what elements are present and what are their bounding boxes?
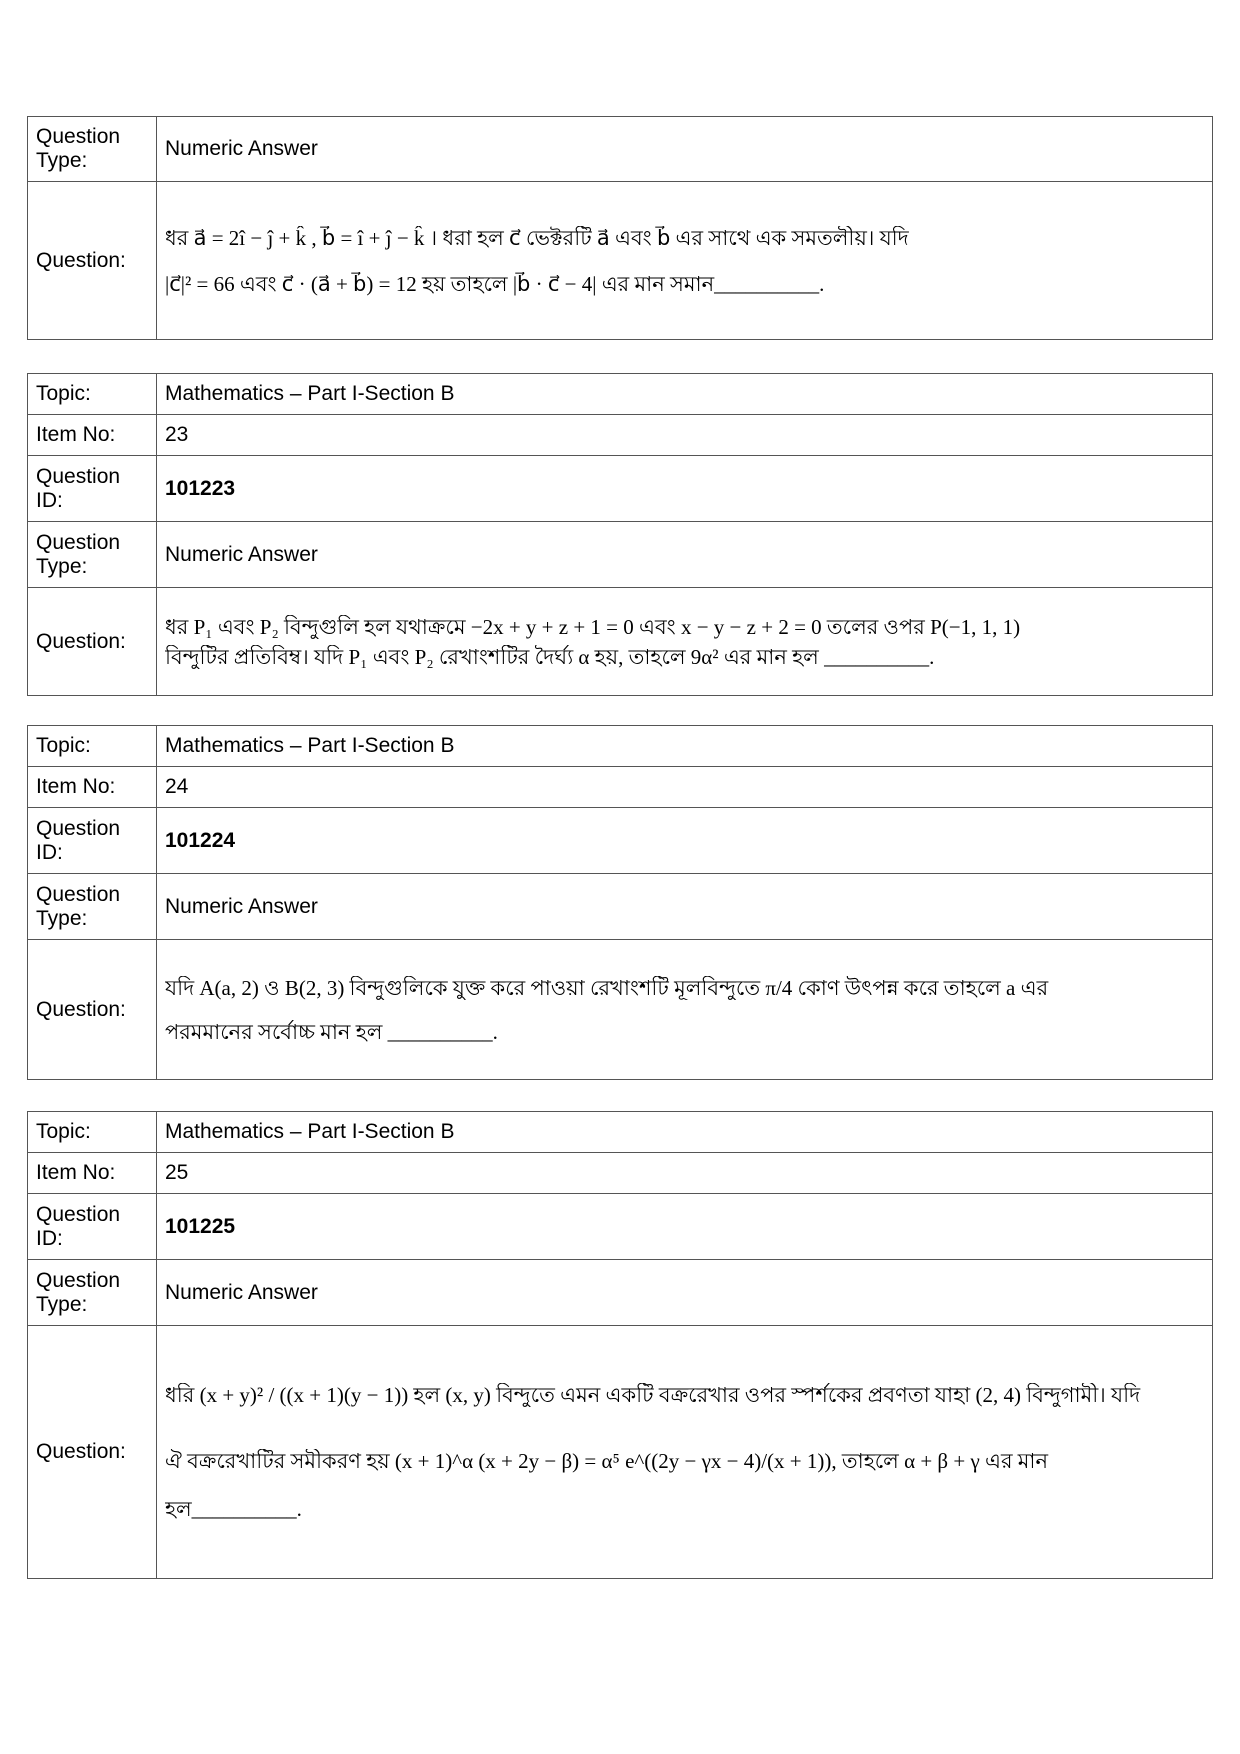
question-id-label: Question ID: xyxy=(28,1194,157,1260)
question-block-22 xyxy=(27,116,1213,340)
question-label: Question: xyxy=(28,182,157,340)
question-line-1: ধর P₁ এবং P₂ বিন্দুগুলি হল যথাক্রমে −2x + y + z + 1 = 0 এবং x − y − z + 2 = 0 তলের ওপর P(−1, 1, 1) xyxy=(165,614,1021,639)
topic-value: Mathematics – Part I-Section B xyxy=(157,374,1213,415)
topic-value: Mathematics – Part I-Section B xyxy=(157,726,1213,767)
question-id-value: 101225 xyxy=(157,1194,1213,1260)
question-line-1: ধরি (x + y)² / ((x + 1)(y − 1)) হল (x, y) বিন্দুতে এমন একটি বক্ররেখার ওপর স্পর্শকের প্রবণতা যাহা (2, 4) বিন্দুগামী। যদি xyxy=(165,1383,1141,1407)
question-type-value: Numeric Answer xyxy=(157,1260,1213,1326)
question-type-value: Numeric Answer xyxy=(157,117,1213,182)
item-no-value: 23 xyxy=(157,415,1213,456)
item-no-value: 24 xyxy=(157,767,1213,808)
topic-label: Topic: xyxy=(28,1112,157,1153)
item-no-label: Item No: xyxy=(28,415,157,456)
question-label: Question: xyxy=(28,588,157,696)
question-block-23 xyxy=(27,373,1213,696)
question-type-value: Numeric Answer xyxy=(157,874,1213,940)
question-line-2: বিন্দুটির প্রতিবিম্ব। যদি P₁ এবং P₂ রেখাংশটির দৈর্ঘ্য α হয়, তাহলে 9α² এর মান হল __________. xyxy=(165,644,935,669)
question-type-value: Numeric Answer xyxy=(157,522,1213,588)
question-block-25 xyxy=(27,1111,1213,1579)
question-id-value: 101223 xyxy=(157,456,1213,522)
question-line-2: |c⃗|² = 66 এবং c⃗ · (a⃗ + b⃗) = 12 হয় তাহলে |b⃗ · c⃗ − 4| এর মান সমান__________. xyxy=(165,271,825,296)
question-text xyxy=(157,1326,1213,1579)
question-text xyxy=(157,588,1213,696)
question-text xyxy=(157,940,1213,1080)
question-block-24 xyxy=(27,725,1213,1080)
question-label: Question: xyxy=(28,1326,157,1579)
question-line-2: পরমমানের সর্বোচ্চ মান হল __________. xyxy=(165,1019,498,1044)
item-no-label: Item No: xyxy=(28,1153,157,1194)
question-type-label: Question Type: xyxy=(28,1260,157,1326)
question-type-label: Question Type: xyxy=(28,522,157,588)
item-no-label: Item No: xyxy=(28,767,157,808)
question-id-label: Question ID: xyxy=(28,456,157,522)
question-line-1: যদি A(a, 2) ও B(2, 3) বিন্দুগুলিকে যুক্ত করে পাওয়া রেখাংশটি মূলবিন্দুতে π/4 কোণ উৎপন্ন করে তাহলে a এর xyxy=(165,975,1049,1000)
question-line-3: হল__________. xyxy=(165,1497,302,1521)
question-id-label: Question ID: xyxy=(28,808,157,874)
question-line-1: ধর a⃗ = 2î − ĵ + k̂ , b⃗ = î + ĵ − k̂ । ধরা হল c⃗ ভেক্টরটি a⃗ এবং b⃗ এর সাথে এক সমতলীয়। যদি xyxy=(165,225,909,250)
question-text xyxy=(157,182,1213,340)
question-type-label: Question Type: xyxy=(28,874,157,940)
topic-label: Topic: xyxy=(28,726,157,767)
question-id-value: 101224 xyxy=(157,808,1213,874)
topic-value: Mathematics – Part I-Section B xyxy=(157,1112,1213,1153)
question-line-2: ঐ বক্ররেখাটির সমীকরণ হয় (x + 1)^α (x + 2y − β) = α⁵ e^((2y − γx − 4)/(x + 1)), তাহলে α + β + γ এর মান xyxy=(165,1449,1049,1473)
item-no-value: 25 xyxy=(157,1153,1213,1194)
question-type-label: Question Type: xyxy=(28,117,157,182)
topic-label: Topic: xyxy=(28,374,157,415)
question-label: Question: xyxy=(28,940,157,1080)
